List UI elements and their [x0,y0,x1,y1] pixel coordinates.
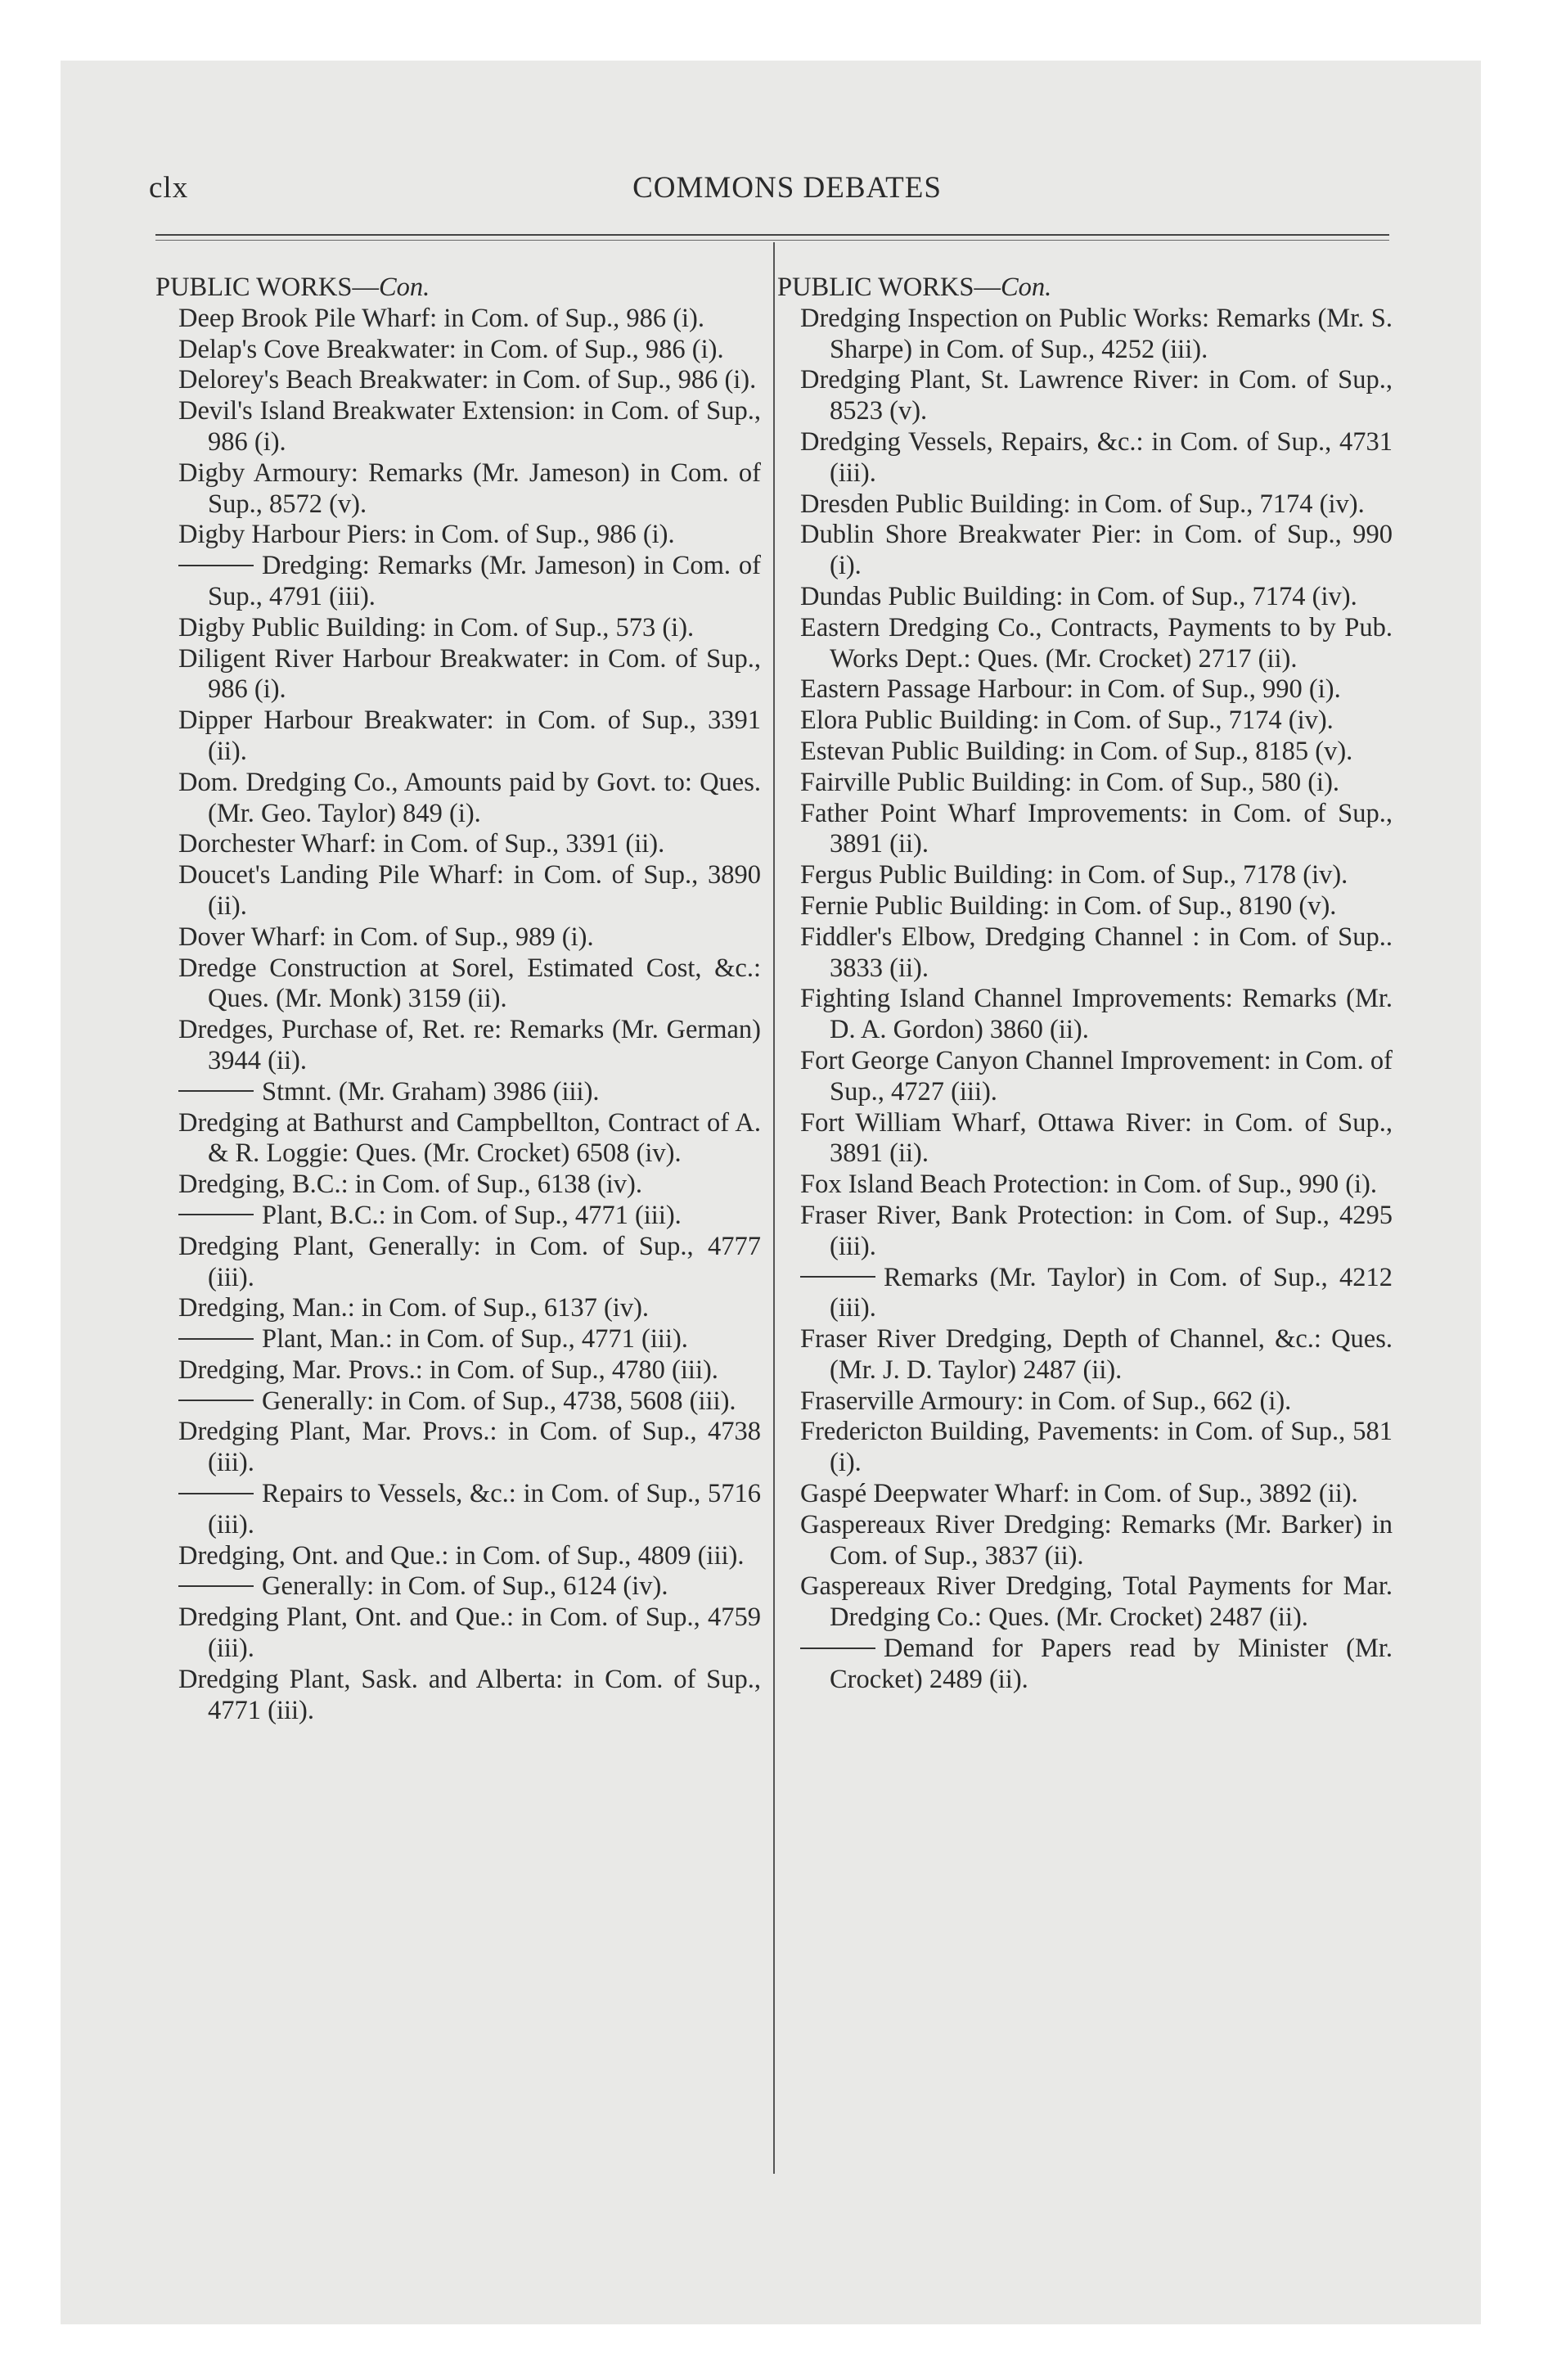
ditto-dash [178,1090,254,1092]
index-entry [777,1201,1393,1263]
index-entry [777,1324,1393,1386]
index-subentry [155,1386,761,1418]
index-entry [777,1108,1393,1170]
entry-text: Digby Armoury: Remarks (Mr. Jameson) in Com. of Sup., 8572 (v). [178,458,761,519]
entry-text: Generally: in Com. of Sup., 6124 (iv). [262,1571,668,1602]
entry-text: Gaspereaux River Dredging: Remarks (Mr. Barker) in Com. of Sup., 3837 (ii). [800,1509,1393,1571]
index-entry [777,1170,1393,1201]
ditto-dash [178,1493,254,1494]
entry-text: Dredging: Remarks (Mr. Jameson) in Com. of Sup., 4791 (iii). [208,551,761,611]
ditto-dash [800,1276,875,1278]
ditto-dash [800,1648,875,1649]
entry-text: Estevan Public Building: in Com. of Sup., 8185 (v). [800,736,1353,766]
entry-text: Repairs to Vessels, &c.: in Com. of Sup., 5716 (iii). [208,1479,761,1539]
entry-text: Remarks (Mr. Taylor) in Com. of Sup., 4212 (iii). [830,1262,1393,1323]
index-entry [777,613,1393,675]
entry-text: Gaspereaux River Dredging, Total Payments for Mar. Dredging Co.: Ques. (Mr. Crocket) 2487 (ii). [800,1571,1393,1633]
entry-text: Delap's Cove Breakwater: in Com. of Sup., 986 (i). [178,334,724,364]
index-entry [777,768,1393,799]
index-subentry [155,1571,761,1602]
index-entry [777,1479,1393,1510]
entry-text: Dredging Plant, Ont. and Que.: in Com. of Sup., 4759 (iii). [178,1602,761,1664]
index-entry [777,365,1393,427]
index-entry [155,644,761,706]
index-entry [155,829,761,860]
entry-text: Dom. Dredging Co., Amounts paid by Govt. to: Ques. (Mr. Geo. Taylor) 849 (i). [178,767,761,828]
index-entry [777,520,1393,582]
left-column [155,273,761,1726]
entry-text: Fox Island Beach Protection: in Com. of Sup., 990 (i). [800,1170,1378,1200]
index-entry [777,984,1393,1046]
ditto-dash [178,1214,254,1215]
index-entry [155,1293,761,1324]
index-entry [155,396,761,458]
index-entry [777,1510,1393,1572]
index-entry [777,1386,1393,1418]
entry-text: Stmnt. (Mr. Graham) 3986 (iii). [262,1076,600,1107]
index-entry [155,1015,761,1077]
entry-text: Dredging Plant, St. Lawrence River: in Com. of Sup., 8523 (v). [800,365,1393,426]
column-divider [773,242,775,2174]
index-entry [155,458,761,521]
index-entry [777,1417,1393,1479]
index-entry [155,1602,761,1665]
index-subentry [155,1077,761,1108]
index-subentry [155,1479,761,1541]
entry-text: Dredges, Purchase of, Ret. re: Remarks (Mr. German) 3944 (ii). [178,1015,761,1075]
index-entry [155,1232,761,1294]
ditto-dash [178,1585,254,1587]
index-entry [155,365,761,396]
running-head [149,164,1425,213]
entry-text: Dredging Plant, Mar. Provs.: in Com. of Sup., 4738 (iii). [178,1417,761,1478]
ditto-dash [178,1338,254,1340]
index-entry [155,922,761,953]
index-subentry [155,1201,761,1232]
index-entry [155,1665,761,1727]
page-number: clx [149,171,189,205]
entry-text: Fredericton Building, Pavements: in Com. of Sup., 581 (i). [800,1417,1393,1478]
index-entry [777,582,1393,613]
entry-text: Dredging, Man.: in Com. of Sup., 6137 (iv). [178,1293,650,1323]
entry-text: Digby Public Building: in Com. of Sup., 573 (i). [178,612,695,642]
index-entry [777,860,1393,891]
entry-text: Dredging Plant, Sask. and Alberta: in Com. of Sup., 4771 (iii). [178,1664,761,1725]
index-entry [777,1571,1393,1634]
header-rule [155,234,1389,236]
section-heading: PUBLIC WORKS—Con. [155,273,430,302]
entry-text: Fort William Wharf, Ottawa River: in Com. of Sup., 3891 (ii). [800,1107,1393,1169]
entry-text: Fairville Public Building: in Com. of Sup., 580 (i). [800,767,1340,797]
entry-text: Dredging Inspection on Public Works: Remarks (Mr. S. Sharpe) in Com. of Sup., 4252 (iii). [800,303,1393,364]
index-entry [155,304,761,335]
entry-text: Dipper Harbour Breakwater: in Com. of Sup., 3391 (ii). [178,705,761,766]
index-entry-list [155,304,761,1727]
index-entry [777,922,1393,985]
index-entry [155,705,761,768]
entry-text: Dredging at Bathurst and Campbellton, Contract of A. & R. Loggie: Ques. (Mr. Crocket) 6508 (iv). [178,1107,761,1169]
index-entry [155,1541,761,1572]
index-entry [155,768,761,830]
entry-text: Dover Wharf: in Com. of Sup., 989 (i). [178,922,594,952]
entry-text: Dorchester Wharf: in Com. of Sup., 3391 (ii). [178,829,665,859]
index-entry [155,1417,761,1479]
index-entry [155,335,761,366]
ditto-dash [178,565,254,566]
entry-text: Delorey's Beach Breakwater: in Com. of Sup., 986 (i). [178,365,757,395]
index-entry [777,737,1393,768]
index-entry [155,953,761,1016]
index-subentry [155,551,761,613]
index-entry [155,1108,761,1170]
index-entry [777,427,1393,489]
index-entry [777,799,1393,861]
index-entry [155,1170,761,1201]
entry-text: Fighting Island Channel Improvements: Remarks (Mr. D. A. Gordon) 3860 (ii). [800,984,1393,1045]
entry-text: Demand for Papers read by Minister (Mr. Crocket) 2489 (ii). [830,1634,1393,1694]
index-entry [777,1046,1393,1108]
header-rule-secondary [155,240,1389,241]
index-entry-list [777,304,1393,1696]
index-entry [155,1355,761,1386]
entry-text: Fergus Public Building: in Com. of Sup., 7178 (iv). [800,860,1348,890]
entry-text: Diligent River Harbour Breakwater: in Com. of Sup., 986 (i). [178,643,761,705]
right-column [777,273,1393,1696]
index-subentry [777,1634,1393,1696]
entry-text: Dredging, B.C.: in Com. of Sup., 6138 (iv). [178,1170,642,1200]
entry-text: Dredging, Ont. and Que.: in Com. of Sup., 4809 (iii). [178,1540,745,1571]
entry-text: Fernie Public Building: in Com. of Sup., 8190 (v). [800,890,1337,921]
entry-text: Deep Brook Pile Wharf: in Com. of Sup., 986 (i). [178,303,705,333]
entry-text: Eastern Passage Harbour: in Com. of Sup., 990 (i). [800,674,1341,705]
index-entry [155,860,761,922]
section-heading-main: PUBLIC WORKS [777,273,974,302]
entry-text: Dresden Public Building: in Com. of Sup., 7174 (iv). [800,489,1365,519]
entry-text: Dundas Public Building: in Com. of Sup., 7174 (iv). [800,581,1357,611]
entry-text: Fort George Canyon Channel Improvement: in Com. of Sup., 4727 (iii). [800,1045,1393,1107]
entry-text: Doucet's Landing Pile Wharf: in Com. of Sup., 3890 (ii). [178,860,761,921]
entry-text: Elora Public Building: in Com. of Sup., 7174 (iv). [800,705,1334,736]
entry-text: Fraserville Armoury: in Com. of Sup., 662 (i). [800,1386,1292,1416]
ditto-dash [178,1400,254,1401]
index-entry [155,613,761,644]
index-entry [155,520,761,551]
section-heading-suffix: Con. [378,273,430,302]
index-entry [777,705,1393,737]
journal-title: COMMONS DEBATES [632,171,942,205]
index-entry [777,674,1393,705]
entry-text: Digby Harbour Piers: in Com. of Sup., 986 (i). [178,520,675,550]
entry-text: Fraser River Dredging, Depth of Channel, &c.: Ques. (Mr. J. D. Taylor) 2487 (ii). [800,1324,1393,1385]
index-entry [777,891,1393,922]
entry-text: Generally: in Com. of Sup., 4738, 5608 (iii). [262,1386,736,1416]
entry-text: Dredging Vessels, Repairs, &c.: in Com. of Sup., 4731 (iii). [800,426,1393,488]
entry-text: Plant, Man.: in Com. of Sup., 4771 (iii). [262,1324,688,1355]
entry-text: Fiddler's Elbow, Dredging Channel : in Com. of Sup.. 3833 (ii). [800,922,1393,983]
entry-text: Dredging Plant, Generally: in Com. of Sup., 4777 (iii). [178,1231,761,1292]
index-entry [777,489,1393,521]
section-heading: PUBLIC WORKS—Con. [777,273,1052,302]
entry-text: Dredge Construction at Sorel, Estimated Cost, &c.: Ques. (Mr. Monk) 3159 (ii). [178,953,761,1014]
entry-text: Gaspé Deepwater Wharf: in Com. of Sup., 3892 (ii). [800,1479,1358,1509]
section-heading-main: PUBLIC WORKS [155,273,353,302]
entry-text: Dublin Shore Breakwater Pier: in Com. of Sup., 990 (i). [800,520,1393,581]
index-subentry [777,1263,1393,1325]
entry-text: Fraser River, Bank Protection: in Com. of Sup., 4295 (iii). [800,1200,1393,1261]
index-subentry [155,1324,761,1355]
entry-text: Plant, B.C.: in Com. of Sup., 4771 (iii). [262,1200,682,1230]
entry-text: Devil's Island Breakwater Extension: in Com. of Sup., 986 (i). [178,396,761,457]
entry-text: Eastern Dredging Co., Contracts, Payments to by Pub. Works Dept.: Ques. (Mr. Crocket) 2717 (ii). [800,612,1393,674]
entry-text: Father Point Wharf Improvements: in Com. of Sup., 3891 (ii). [800,798,1393,859]
entry-text: Dredging, Mar. Provs.: in Com. of Sup., 4780 (iii). [178,1355,718,1385]
section-heading-suffix: Con. [1000,273,1052,302]
index-entry [777,304,1393,366]
